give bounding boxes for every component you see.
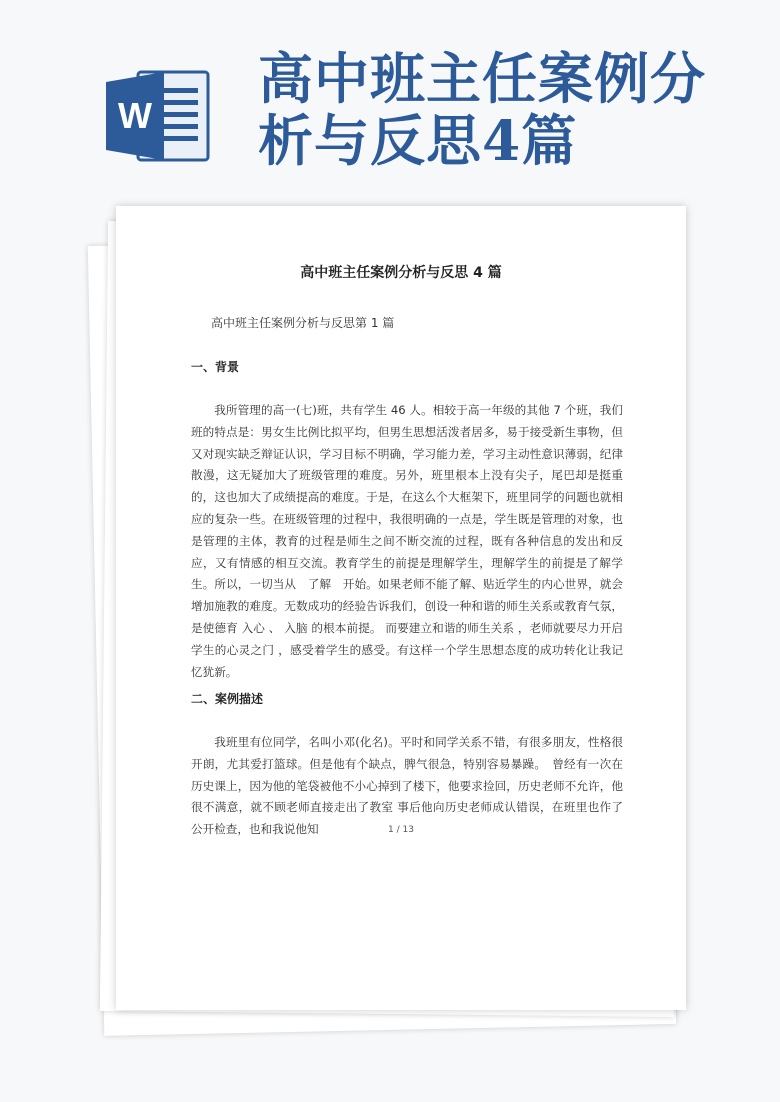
banner-title: 高中班主任案例分析与反思4篇 xyxy=(258,46,707,173)
document-subtitle: 高中班主任案例分析与反思第 1 篇 xyxy=(211,316,395,330)
svg-text:W: W xyxy=(118,95,152,136)
word-document-icon xyxy=(104,66,214,166)
page-number: 1 / 13 xyxy=(388,825,414,835)
section-heading-background: 一、背景 xyxy=(191,360,240,374)
section-paragraph-background: 我所管理的高一(七)班，共有学生 46 人。相较于高一年级的其他 7 个班，我们班的特点是：男女生比例比拟平均，但男生思想活泼者居多，易于接受新生事物，但又对现实缺乏辩证认识，学习目标不明确，学习能力差，学习主动性意识薄弱，纪律散漫，这无疑加大了班级管理的难度。另外，班里根本上没有尖子，尾巴却是挺重的，这也加大了成绩提高的难度。于是，在这么个大框架下，班里同学的问题也就相应的复杂一些。在班级管理的过程中，我很明确的一点是，学生既是管理的对象，也是管理的主体，教育的过程是师生之间不断交流的过程，既有各种信息的发出和反应，又有情感的相互交流。教育学生的前提是理解学生，理解学生的前提是了解学生。所以，一切当从 了解 开始。如果老师不能了解、贴近学生的内心世界，就会增加施教的难度。无数成功的经验告诉我们，创设一种和谐的师生关系或教育气氛，是使德育 入心 、 入脑 的根本前提。 而要建立和谐的师生关系 ，老师就要尽力开启学生的心灵之门 ，感受着学生的感受。有这样一个学生思想态度的成功转化让我记忆犹新。 xyxy=(191,403,623,679)
document-page xyxy=(116,206,686,1010)
section-heading-case: 二、案例描述 xyxy=(191,692,264,706)
document-heading: 高中班主任案例分析与反思 4 篇 xyxy=(300,265,502,281)
banner xyxy=(0,0,780,190)
section-paragraph-case: 我班里有位同学，名叫小邓(化名)。平时和同学关系不错，有很多朋友，性格很开朗，尤其爱打篮球。但是他有个缺点，脾气很急，特别容易暴躁。 曾经有一次在历史课上，因为他的笔袋被他不小心掉到了楼下，他要求捡回，历史老师不允许，他很不满意，就不顾老师直接走出了教室 事后他向历史老师成认错误，在班里也作了公开检查，也和我说他知 xyxy=(191,735,623,837)
